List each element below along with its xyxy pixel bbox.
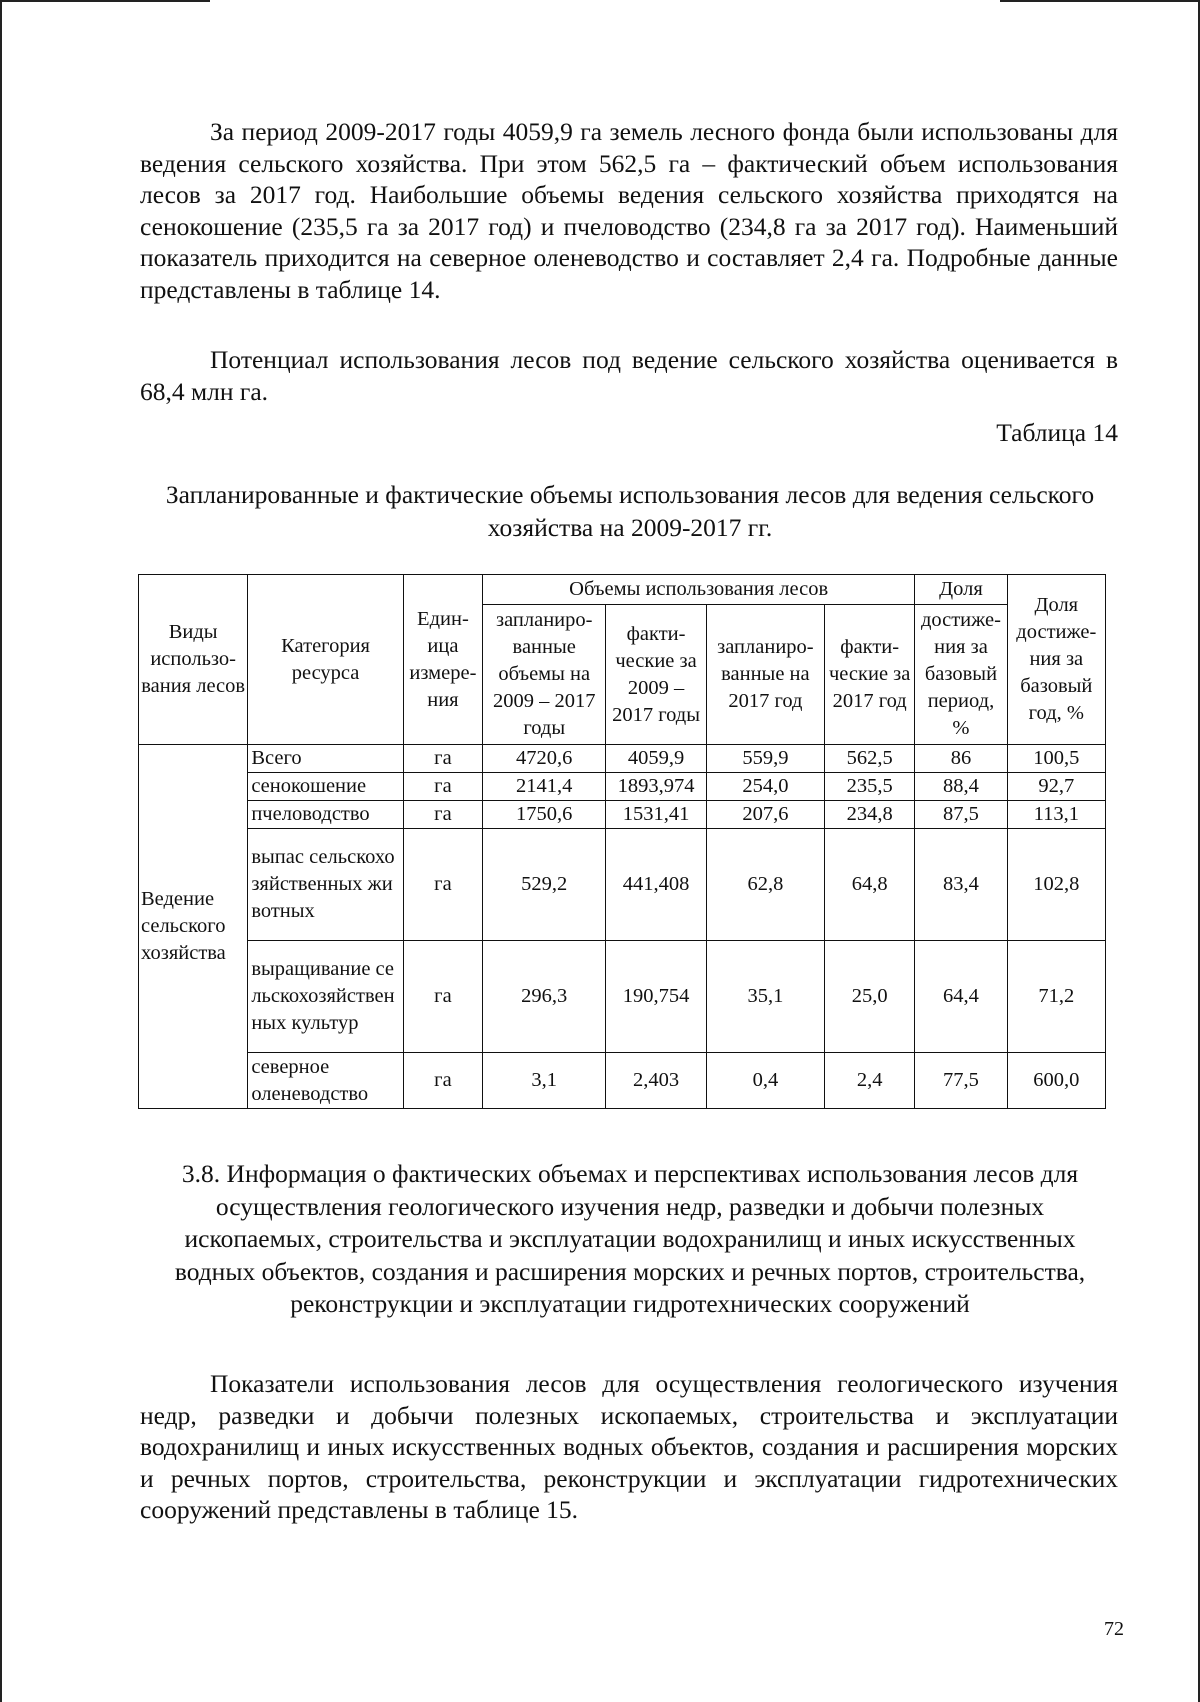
row-planned-2017: 254,0: [706, 773, 824, 801]
header-share-period-top: Доля: [915, 575, 1007, 605]
row-share-year: 100,5: [1007, 745, 1105, 773]
row-share-period: 87,5: [915, 801, 1007, 829]
header-share-year: Доля достиже-ния за базовый год, %: [1007, 575, 1105, 745]
group-label: Ведение сельского хозяйства: [139, 745, 248, 1109]
row-planned-2009-2017: 529,2: [483, 829, 606, 941]
row-share-period: 88,4: [915, 773, 1007, 801]
row-actual-2009-2017: 190,754: [606, 941, 706, 1053]
forest-use-table: [138, 574, 1106, 1109]
row-actual-2009-2017: 2,403: [606, 1053, 706, 1109]
table-row: [139, 745, 1106, 773]
row-actual-2017: 64,8: [825, 829, 915, 941]
row-actual-2017: 2,4: [825, 1053, 915, 1109]
row-actual-2017: 234,8: [825, 801, 915, 829]
row-unit: га: [403, 773, 482, 801]
row-category: выращивание сельскохозяйственных культур: [248, 941, 403, 1053]
row-actual-2017: 235,5: [825, 773, 915, 801]
row-unit: га: [403, 941, 482, 1053]
row-actual-2017: 562,5: [825, 745, 915, 773]
row-planned-2017: 559,9: [706, 745, 824, 773]
header-types: Виды использо-вания лесов: [139, 575, 248, 745]
row-planned-2017: 207,6: [706, 801, 824, 829]
row-category: сенокошение: [248, 773, 403, 801]
table-row: [139, 801, 1106, 829]
row-unit: га: [403, 745, 482, 773]
table-title: Запланированные и фактические объемы использования лесов для ведения сельского хозяйства на 2009-2017 гг.: [165, 480, 1095, 542]
row-unit: га: [403, 829, 482, 941]
row-planned-2017: 62,8: [706, 829, 824, 941]
header-planned-2009-2017: запланиро-ванные объемы на 2009 – 2017 годы: [483, 605, 606, 745]
row-actual-2017: 25,0: [825, 941, 915, 1053]
table-row: [139, 773, 1106, 801]
header-actual-2009-2017: факти-ческие за 2009 – 2017 годы: [606, 605, 706, 745]
scan-edge-top-right: [1000, 0, 1200, 2]
header-actual-2017: факти-ческие за 2017 год: [825, 605, 915, 745]
header-category: Категория ресурса: [248, 575, 403, 745]
section-heading: 3.8. Информация о фактических объемах и перспективах использования лесов для осуществления геологического изучения недр, разведки и добычи полезных ископаемых, строительства и эксплуатации водохранилищ и иных искусственных водных объектов, создания и расширения морских и речных портов, строительства, реконструкции и эксплуатации гидротехнических сооружений: [174, 1159, 1086, 1318]
header-volumes-group: Объемы использования лесов: [483, 575, 915, 605]
header-unit: Един-ица измере-ния: [403, 575, 482, 745]
header-share-period: достиже-ния за базовый период, %: [915, 605, 1007, 745]
row-planned-2017: 0,4: [706, 1053, 824, 1109]
row-share-period: 64,4: [915, 941, 1007, 1053]
row-actual-2009-2017: 1893,974: [606, 773, 706, 801]
row-share-year: 102,8: [1007, 829, 1105, 941]
row-actual-2009-2017: 4059,9: [606, 745, 706, 773]
scan-edge-top: [0, 0, 210, 2]
table-row: [139, 829, 1106, 941]
row-share-year: 113,1: [1007, 801, 1105, 829]
row-actual-2009-2017: 441,408: [606, 829, 706, 941]
table-label: Таблица 14: [996, 418, 1118, 447]
row-share-year: 600,0: [1007, 1053, 1105, 1109]
table-row: [139, 941, 1106, 1053]
scan-edge-left: [0, 0, 2, 1702]
row-actual-2009-2017: 1531,41: [606, 801, 706, 829]
row-category: северное оленеводство: [248, 1053, 403, 1109]
page-number: 72: [1104, 1618, 1124, 1640]
row-share-year: 71,2: [1007, 941, 1105, 1053]
row-share-period: 86: [915, 745, 1007, 773]
row-share-period: 83,4: [915, 829, 1007, 941]
row-category: Всего: [248, 745, 403, 773]
potential-paragraph: Потенциал использования лесов под ведение сельского хозяйства оценивается в 68,4 млн га.: [140, 345, 1118, 406]
row-planned-2009-2017: 3,1: [483, 1053, 606, 1109]
row-unit: га: [403, 1053, 482, 1109]
row-planned-2017: 35,1: [706, 941, 824, 1053]
row-share-year: 92,7: [1007, 773, 1105, 801]
row-planned-2009-2017: 1750,6: [483, 801, 606, 829]
row-planned-2009-2017: 296,3: [483, 941, 606, 1053]
row-unit: га: [403, 801, 482, 829]
row-planned-2009-2017: 2141,4: [483, 773, 606, 801]
row-category: пчеловодство: [248, 801, 403, 829]
row-share-period: 77,5: [915, 1053, 1007, 1109]
header-planned-2017: запланиро-ванные на 2017 год: [706, 605, 824, 745]
intro-paragraph: За период 2009-2017 годы 4059,9 га земель лесного фонда были использованы для ведения сельского хозяйства. При этом 562,5 га – фактический объем использования лесов за 2017 год. Наибольшие объемы ведения сельского хозяйства приходятся на сенокошение (235,5 га за 2017 год) и пчеловодство (234,8 га за 2017 год). Наименьший показатель приходится на северное оленеводство и составляет 2,4 га. Подробные данные представлены в таблице 14.: [140, 117, 1118, 304]
table-row: [139, 1053, 1106, 1109]
row-category: выпас сельскохозяйственных животных: [248, 829, 403, 941]
section-paragraph: Показатели использования лесов для осуществления геологического изучения недр, разведки и добычи полезных ископаемых, строительства и эксплуатации водохранилищ и иных искусственных водных объектов, создания и расширения морских и речных портов, строительства, реконструкции и эксплуатации гидротехнических сооружений представлены в таблице 15.: [140, 1369, 1118, 1524]
row-planned-2009-2017: 4720,6: [483, 745, 606, 773]
